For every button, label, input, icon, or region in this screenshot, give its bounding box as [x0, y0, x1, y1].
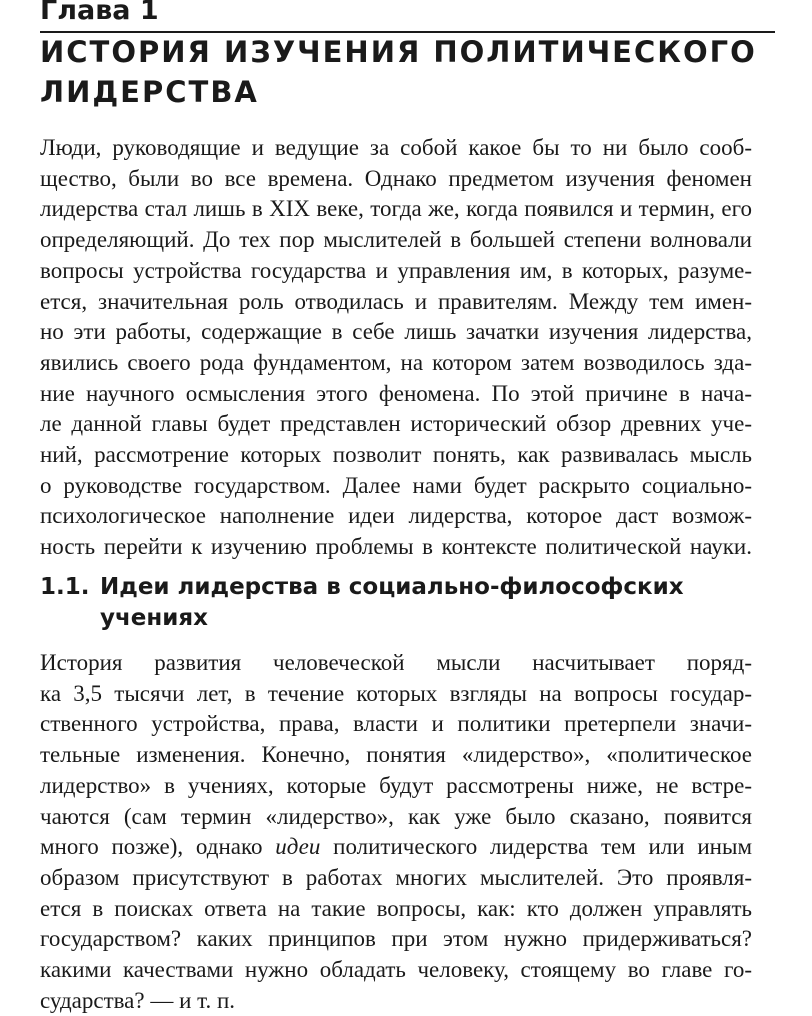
section-paragraph — [40, 648, 752, 1016]
text-line: но эти работы, содержащие в себе лишь зачатки изучения лидерства, — [40, 319, 752, 345]
text-segment: политического лидерства тем или иным — [333, 834, 752, 860]
text-line: ние научного осмысления этого феномена. По этой причине в нача- — [40, 380, 752, 406]
text-line: Люди, руководящие и ведущие за собой какое бы то ни было сооб- — [40, 135, 752, 160]
text-line: вопросы устройства государства и управления им, в которых, разуме- — [40, 257, 752, 283]
text-line: психологическое наполнение идеи лидерства, которое даст возмож- — [40, 503, 752, 529]
text-line: о руководстве государством. Далее нами будет раскрыто социально- — [40, 472, 752, 498]
text-line: чаются (сам термин «лидерство», как уже было сказано, появится — [40, 803, 752, 829]
text-line: тельные изменения. Конечно, понятия «лидерство», «политическое — [40, 742, 752, 768]
text-line: ний, рассмотрение которых позволит понять, как развивалась мысль — [40, 442, 752, 468]
section-title — [100, 572, 760, 634]
text-line: сударства? — и т. п. — [40, 987, 236, 1013]
text-line: лидерства стал лишь в XIX веке, тогда же, когда появился и термин, его — [40, 196, 752, 222]
text-line: ка 3,5 тысячи лет, в течение которых взгляды на вопросы государ- — [40, 680, 752, 706]
text-segment: много позже), однако — [40, 834, 263, 860]
text-line: ность перейти к изучению проблемы в контексте политической науки. — [40, 534, 752, 560]
intro-paragraph — [40, 133, 752, 563]
chapter-title-line: ЛИДЕРСТВА — [40, 75, 259, 109]
section-title-line: учениях — [100, 605, 208, 631]
text-line: ле данной главы будет представлен исторический обзор древних уче- — [40, 411, 752, 437]
chapter-title-line: ИСТОРИЯ ИЗУЧЕНИЯ ПОЛИТИЧЕСКОГО — [40, 35, 757, 69]
text-line: щество, были во все времена. Однако предметом изучения феномен — [40, 165, 752, 191]
text-line: ственного устройства, права, власти и политики претерпели значи- — [40, 711, 752, 737]
text-line: История развития человеческой мысли насчитывает поряд- — [40, 650, 752, 675]
chapter-label: Глава 1 — [40, 0, 159, 26]
text-line: государством? каких принципов при этом нужно придерживаться? — [40, 926, 752, 952]
text-line: какими качествами нужно обладать человеку, стоящему во главе го- — [40, 957, 752, 983]
section-title-line: Идеи лидерства в социально-философских — [100, 574, 684, 600]
text-line: ется в поисках ответа на такие вопросы, как: кто должен управлять — [40, 895, 752, 921]
text-line: определяющий. До тех пор мыслителей в большей степени волновали — [40, 227, 752, 253]
emphasized-word: идеи — [275, 834, 321, 860]
text-line-with-emphasis — [40, 832, 752, 863]
section-number: 1.1. — [40, 574, 90, 600]
text-line: явились своего рода фундаментом, на котором затем возводилось зда- — [40, 349, 752, 375]
text-line: образом присутствуют в работах многих мыслителей. Это проявля- — [40, 864, 752, 890]
chapter-title — [40, 32, 780, 112]
text-line: ется, значительная роль отводилась и правителям. Между тем имен- — [40, 288, 752, 314]
text-line: лидерство» в учениях, которые будут рассмотрены ниже, не встре- — [40, 772, 752, 798]
